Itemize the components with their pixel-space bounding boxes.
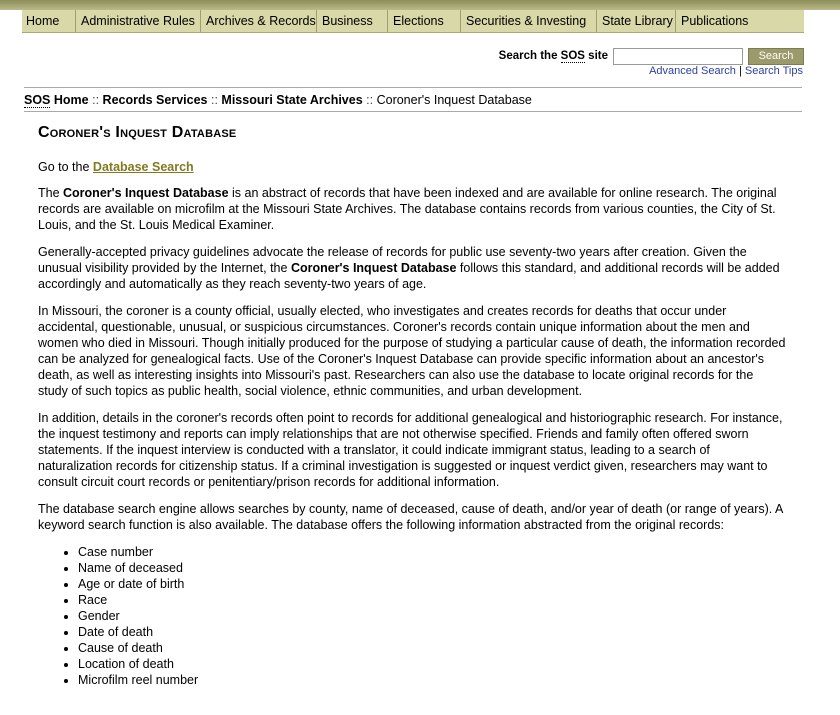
breadcrumb-records-services[interactable]: Records Services <box>102 93 208 107</box>
list-item: • Age or date of birth <box>78 576 786 592</box>
search-links <box>0 65 803 77</box>
breadcrumb-sos-home[interactable]: SOS Home <box>24 93 89 107</box>
list-item: • Cause of death <box>78 640 786 656</box>
nav-securities-investing[interactable]: Securities & Investing <box>460 10 596 32</box>
search-tips-link[interactable]: Search Tips <box>744 65 803 77</box>
details-paragraph: In addition, details in the coroner's records often point to records for additional genealogical and historiographic research. For instance, the inquest testimony and reports can imply relationships that are not otherwise specified. Friends and family often offered sworn statements. If the inquest interview is conducted with a translator, it could indicate immigrant status, leading to a search of naturalization records for citizenship status. If a criminal investigation is suggested or inquest verdict given, researchers may want to consult circuit court records or penitentiary/prison records for additional information. <box>38 411 783 489</box>
search-links-separator: | <box>738 65 742 77</box>
page-title: Coroner's Inquest Database <box>38 124 237 141</box>
nav-elections[interactable]: Elections <box>387 10 460 32</box>
header-banner-strip <box>0 0 840 10</box>
intro-paragraph: The Coroner's Inquest Database is an abstract of records that have been indexed and are available for online research. The original records are available on microfilm at the Missouri State Archives. The database contains records from various counties, the City of St. Louis, and the St. Louis Medical Examiner. <box>38 186 777 232</box>
list-item: • Name of deceased <box>78 560 786 576</box>
privacy-paragraph: Generally-accepted privacy guidelines advocate the release of records for public use seventy-two years after creation. Given the unusual visibility provided by the Internet, the Coroner's Inquest Database follows this standard, and additional records will be added accordingly and automatically as they reach seventy-two years of age. <box>38 245 780 291</box>
search-engine-paragraph: The database search engine allows searches by county, name of deceased, cause of death, and/or year of death (or range of years). A keyword search function is also available. The database offers the following information abstracted from the original records: <box>38 502 783 532</box>
list-item: • Gender <box>78 608 786 624</box>
nav-archives-records[interactable]: Archives & Records <box>200 10 316 32</box>
breadcrumb-current: Coroner's Inquest Database <box>376 93 532 107</box>
sos-abbr: SOS <box>560 50 585 62</box>
nav-home[interactable]: Home <box>26 14 60 28</box>
list-item: • Date of death <box>78 624 786 640</box>
nav-publications[interactable]: Publications <box>675 10 804 32</box>
database-search-link[interactable]: Database Search <box>92 160 194 174</box>
goto-line: Go to the Database Search <box>38 160 194 174</box>
site-search <box>0 46 804 66</box>
search-button[interactable]: Search <box>748 48 804 65</box>
list-item: • Case number <box>78 544 786 560</box>
list-item: • Race <box>78 592 786 608</box>
search-input[interactable] <box>613 48 743 65</box>
breadcrumb-missouri-state-archives[interactable]: Missouri State Archives <box>221 93 363 107</box>
nav-administrative-rules[interactable]: Administrative Rules <box>75 10 200 32</box>
search-label: Search the SOS site <box>498 50 608 62</box>
breadcrumb: SOS Home :: Records Services :: Missouri State Archives :: Coroner's Inquest Database <box>24 87 802 112</box>
list-item: • Microfilm reel number <box>78 672 786 688</box>
main-content <box>38 124 786 688</box>
main-nav <box>22 10 804 33</box>
nav-state-library[interactable]: State Library <box>596 10 675 32</box>
nav-business[interactable]: Business <box>316 10 387 32</box>
database-fields-list <box>38 544 786 688</box>
list-item: • Location of death <box>78 656 786 672</box>
advanced-search-link[interactable]: Advanced Search <box>649 65 736 77</box>
coroner-paragraph: In Missouri, the coroner is a county official, usually elected, who investigates and creates records for deaths that occur under accidental, questionable, unusual, or suspicious circumstances. Coroner's records contain unique information about the men and women who died in Missouri. Though initially produced for the purpose of studying a particular cause of death, the information recorded can be analyzed for genealogical facts. Use of the Coroner's Inquest Database can provide specific information about an ancestor's death, as well as interesting insights into Missouri's past. Researchers can also use the database to locate original records for the study of such topics as public health, social violence, ethnic communities, and urban development. <box>38 304 786 398</box>
